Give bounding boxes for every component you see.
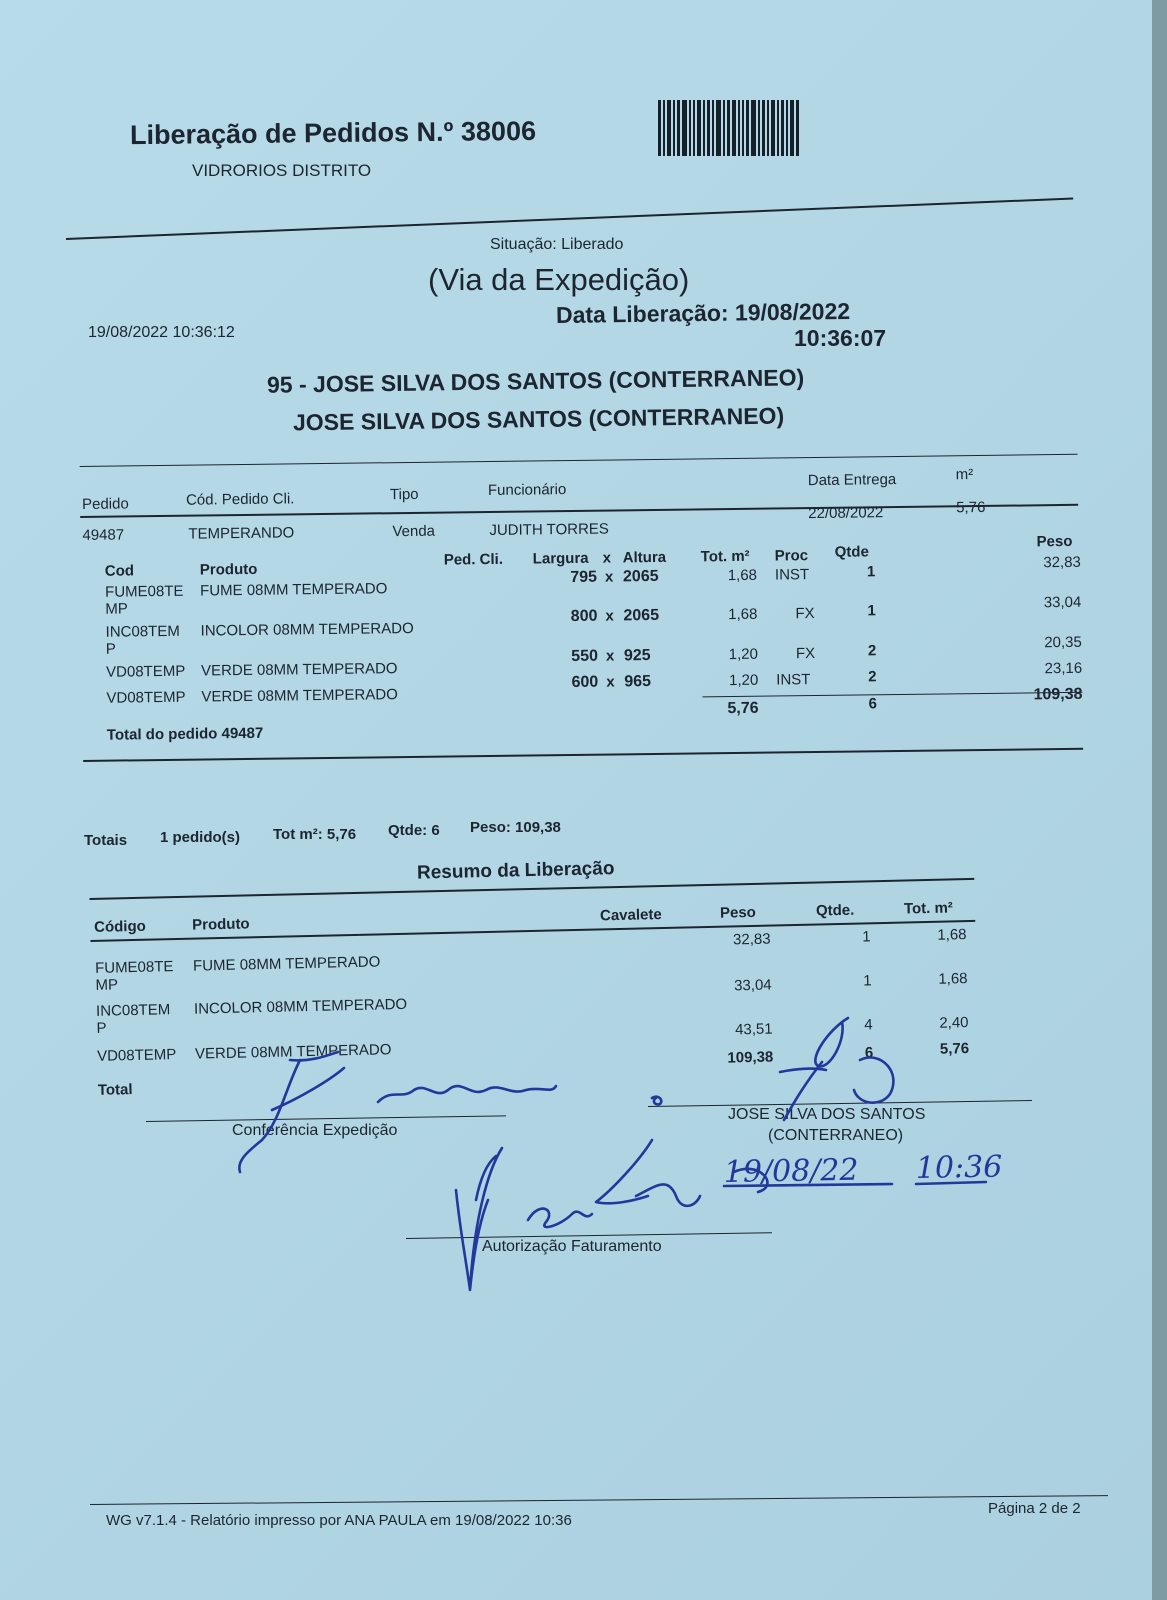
summary-peso: 33,04 [733, 976, 772, 995]
printed-datetime: 19/08/2022 10:36:12 [88, 324, 235, 341]
summary-col-peso: Peso [719, 903, 757, 922]
value-cod-cli: TEMPERANDO [188, 524, 295, 543]
background-edge [1152, 0, 1167, 1600]
value-m2: 5,76 [956, 498, 986, 517]
signature-stroke [652, 1097, 661, 1105]
totals-label: Totais [84, 832, 128, 849]
col-ped-cli: Ped. Cli. [443, 550, 504, 569]
signature-stroke [528, 1209, 592, 1227]
summary-qtde: 1 [862, 928, 871, 946]
summary-cod: INC08TEM P [95, 1001, 171, 1037]
col-proc: Proc [774, 547, 809, 565]
col-altura: Altura [622, 548, 667, 567]
summary-col-cavalete: Cavalete [599, 906, 662, 925]
signature-stroke [378, 1086, 556, 1102]
value-tipo: Venda [392, 522, 436, 541]
item-produto: VERDE 08MM TEMPERADO [201, 686, 398, 706]
footer-rule [90, 1495, 1108, 1505]
item-peso: 20,35 [1044, 633, 1082, 652]
item-produto: FUME 08MM TEMPERADO [200, 580, 388, 600]
summary-title: Resumo da Liberação [416, 858, 615, 884]
expedicao-label: Conferência Expedição [232, 1122, 398, 1139]
summary-col-qtde: Qtde. [815, 901, 855, 920]
summary-peso: 32,83 [732, 930, 771, 949]
copy-label: (Via da Expedição) [428, 262, 690, 297]
item-produto: INCOLOR 08MM TEMPERADO [200, 619, 414, 640]
item-peso: 32,83 [1043, 553, 1081, 572]
summary-total-m2: 5,76 [939, 1040, 970, 1058]
summary-total-label: Total [97, 1081, 133, 1099]
col-produto: Produto [199, 560, 258, 579]
col-cod: Cod [104, 562, 135, 580]
item-cod: FUME08TE MP [105, 582, 184, 618]
value-pedido: 49487 [82, 526, 125, 544]
item-cod: VD08TEMP [106, 688, 186, 707]
item-altura: 2065 [622, 567, 659, 586]
release-time: 10:36:07 [794, 325, 887, 351]
item-qtde: 2 [868, 668, 877, 686]
item-proc: FX [795, 645, 816, 663]
signature-stroke [239, 1060, 300, 1172]
release-date: Data Liberação: 19/08/2022 [555, 297, 851, 329]
status-label: Situação: Liberado [490, 236, 624, 253]
col-qtde: Qtde [834, 543, 869, 561]
col-largura: Largura [532, 549, 589, 568]
client-name-line2: JOSE SILVA DOS SANTOS (CONTERRANEO) [292, 402, 785, 436]
item-qtde: 1 [866, 563, 876, 581]
item-tot-m2: 1,20 [728, 645, 759, 664]
item-cod: INC08TEM P [105, 622, 180, 658]
item-peso: 33,04 [1043, 593, 1082, 612]
item-cod: VD08TEMP [106, 662, 186, 681]
summary-produto: INCOLOR 08MM TEMPERADO [193, 995, 408, 1018]
item-x: x [606, 673, 615, 691]
faturamento-label: Autorização Faturamento [482, 1238, 662, 1255]
handwritten-date: 19/08/22 [723, 1152, 859, 1190]
col-peso: Peso [1036, 532, 1073, 551]
item-altura: 2065 [623, 606, 660, 625]
summary-tot-m2: 1,68 [937, 926, 967, 944]
totals-m2: Tot m²: 5,76 [273, 826, 357, 843]
order-total-qtde: 6 [868, 695, 877, 713]
summary-col-produto: Produto [191, 915, 250, 934]
item-altura: 925 [623, 647, 651, 665]
summary-total-peso: 109,38 [727, 1048, 774, 1067]
summary-col-codigo: Código [93, 917, 147, 936]
summary-qtde: 1 [863, 972, 872, 990]
order-total-label: Total do pedido 49487 [106, 724, 264, 744]
client-name-line1: 95 - JOSE SILVA DOS SANTOS (CONTERRANEO) [266, 364, 805, 398]
footer-page-number: Página 2 de 2 [988, 1500, 1081, 1517]
item-largura: 600 [571, 673, 599, 692]
summary-produto: VERDE 08MM TEMPERADO [194, 1041, 392, 1063]
handwritten-time: 10:36 [915, 1149, 1003, 1186]
item-x: x [604, 568, 614, 586]
summary-cod: FUME08TE MP [94, 958, 174, 994]
item-largura: 800 [570, 607, 598, 626]
document-title: Liberação de Pedidos N.º 38006 [129, 115, 537, 151]
item-proc: INST [776, 671, 811, 689]
item-largura: 550 [571, 647, 599, 666]
summary-col-tot-m2: Tot. m² [903, 899, 954, 918]
item-x: x [605, 607, 614, 625]
client-signature-name-2: (CONTERRANEO) [768, 1127, 904, 1144]
item-qtde: 1 [867, 602, 876, 620]
item-largura: 795 [570, 568, 598, 587]
value-data-entrega: 22/08/2022 [808, 504, 884, 523]
item-x: x [605, 647, 615, 665]
item-altura: 965 [624, 673, 652, 691]
summary-qtde: 4 [864, 1016, 873, 1034]
col-tot-m2: Tot. m² [700, 547, 750, 566]
signature-stroke [456, 1148, 502, 1290]
totals-peso: Peso: 109,38 [470, 819, 561, 836]
item-tot-m2: 1,68 [727, 566, 758, 585]
summary-tot-m2: 1,68 [938, 970, 968, 988]
totals-pedidos: 1 pedido(s) [160, 829, 241, 846]
item-proc: FX [795, 605, 815, 623]
client-signature-name: JOSE SILVA DOS SANTOS [728, 1106, 926, 1123]
item-tot-m2: 1,68 [728, 605, 758, 624]
label-cod-cli: Cód. Pedido Cli. [185, 490, 295, 509]
item-qtde: 2 [867, 642, 877, 660]
label-pedido: Pedido [81, 495, 129, 513]
summary-peso: 43,51 [734, 1020, 773, 1039]
summary-cod: VD08TEMP [96, 1046, 177, 1065]
item-peso: 23,16 [1044, 659, 1083, 678]
label-tipo: Tipo [389, 485, 419, 504]
summary-total-qtde: 6 [864, 1044, 874, 1062]
label-data-entrega: Data Entrega [807, 471, 897, 490]
signature-stroke [780, 1058, 893, 1120]
totals-qtde: Qtde: 6 [388, 822, 440, 839]
company-name: VIDRORIOS DISTRITO [192, 161, 372, 180]
summary-produto: FUME 08MM TEMPERADO [192, 953, 381, 975]
summary-tot-m2: 2,40 [939, 1014, 969, 1032]
col-x: x [602, 549, 612, 567]
item-produto: VERDE 08MM TEMPERADO [200, 660, 398, 680]
signature-stroke [815, 1018, 848, 1066]
order-total-m2: 5,76 [727, 699, 759, 718]
signature-stroke [596, 1140, 700, 1206]
label-funcionario: Funcionário [487, 481, 567, 500]
item-proc: INST [774, 566, 810, 584]
order-total-peso: 109,38 [1033, 685, 1083, 704]
label-m2: m² [955, 466, 974, 484]
item-tot-m2: 1,20 [728, 671, 759, 690]
value-funcionario: JUDITH TORRES [489, 520, 609, 539]
footer-printed-by: WG v7.1.4 - Relatório impresso por ANA PAULA em 19/08/2022 10:36 [106, 1512, 572, 1529]
